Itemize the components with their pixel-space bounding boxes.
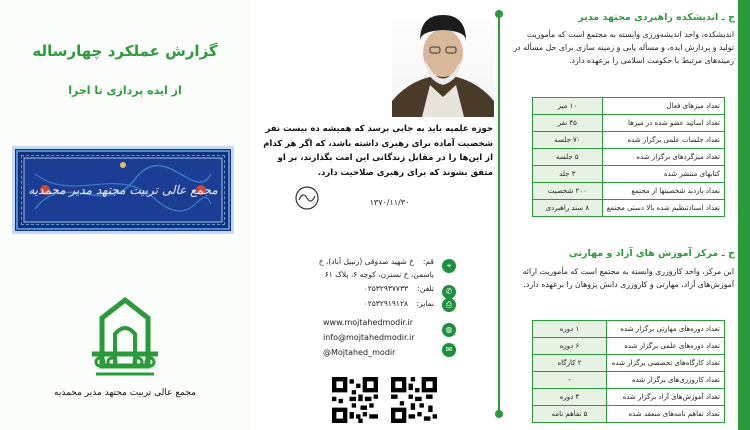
section-a-body: اندیشکده، واحد اندیشه‌ورزی وابسته به مجتمع است که مأموریت تولید و پردازش ایده، و مسأله یابی و زمینه سازی برای حل مسأله در زمینه‌های مرتبط با حکومت اسلامی را برعهده دارد. <box>513 30 734 65</box>
table-row <box>533 389 725 406</box>
row-value: ۱۰ میز <box>533 98 603 115</box>
row-value: ۴ دوره <box>533 389 607 406</box>
table-row <box>533 132 725 149</box>
row-value: ۲ کارگاه <box>533 355 607 372</box>
calligraphy-tile <box>12 146 234 234</box>
table-row <box>533 338 725 355</box>
edge-accent-bar <box>738 0 750 430</box>
section-a-table <box>532 97 725 217</box>
portrait-image <box>392 5 494 117</box>
qr-code-left-icon[interactable] <box>332 377 378 423</box>
table-row <box>533 355 725 372</box>
table-row <box>533 200 725 217</box>
report-subtitle: از ایده پردازی تا اجرا <box>68 84 182 97</box>
quote-date: ۱۳۷۰/۱۱/۳۰ <box>369 198 410 207</box>
row-value: ۸ سند راهبردی <box>533 200 603 217</box>
row-label: تعداد اساتید عضو شده در میزها <box>602 115 724 132</box>
row-label: کتابهای منتشر شده <box>602 166 724 183</box>
section-b-table <box>532 320 725 423</box>
section-a-heading: ج ـ اندیشکده راهبردی مجتهد مدیر <box>578 12 735 23</box>
table-row <box>533 321 725 338</box>
signature-icon <box>292 185 322 211</box>
row-value: ۲۰۰ شخصیت <box>533 183 603 200</box>
fax-icon: ⎙ <box>442 298 456 312</box>
social-handle[interactable]: @Mojtahed_modir <box>323 348 396 357</box>
row-label: تعداد میزگردهای برگزار شده <box>602 149 724 166</box>
row-label: تعداد کاروزری‌های برگزار شده <box>607 372 725 389</box>
tile-calligraphy: مجمع عالی تربیت مجتهد مدیر محمدیه <box>28 183 218 197</box>
address-line-1: خ شهید صدوقی (زنبیل آباد)، خ <box>318 257 414 266</box>
table-row <box>533 372 725 389</box>
table-row <box>533 166 725 183</box>
email-icon: ✉ <box>442 343 456 357</box>
phone-icon: ✆ <box>442 285 456 299</box>
row-value: ۵ تفاهم نامه <box>533 406 607 423</box>
column-divider <box>498 14 500 414</box>
table-row <box>533 98 725 115</box>
row-label: تعداد کارگاه‌های تخصصی برگزار شده <box>607 355 725 372</box>
tile-text-frame <box>21 155 225 225</box>
email-link[interactable]: info@mojtahedmodir.ir <box>323 333 415 342</box>
row-label: تعداد جلسات علمی برگزار شده <box>602 132 724 149</box>
leader-quote: حوزه علمیه باید به جایی برسد که همیشه ده بیست نفر شخصیت آماده برای رهبری داشته باشد، که اگر هر کدام از این‌ها را در مقابل زندگانی این امت بگذارند، بر او متفق بشوند که برای رهبری صلاحیت دارد. <box>263 124 493 178</box>
section-b-body: این مرکز، واحد کاروزری وابسته به مجتمع است که مأموریت ارائه آموزش‌های آزاد، مهارتی و کاروزری دانش پژوهان را برعهده دارد. <box>522 267 734 289</box>
portrait-figure <box>392 5 494 117</box>
institute-logo-icon <box>88 296 162 388</box>
section-b-heading: ح ـ مرکز آموزش های آزاد و مهارتی <box>568 248 735 259</box>
fax-number: ۰۲۵۳۲۹۱۹۱۲۸ <box>363 299 408 308</box>
row-label: تعداد دوره‌های علمی برگزار شده <box>607 338 725 355</box>
row-label: تعداد تفاهم نامه‌های منعقد شده <box>607 406 725 423</box>
row-value: ۵ جلسه <box>533 149 603 166</box>
contact-panel <box>250 0 500 430</box>
phone-label: تلفن: <box>417 284 434 293</box>
address-label: قم: <box>422 257 434 266</box>
report-title: گزارش عملکرد چهارساله <box>32 42 218 60</box>
location-icon: ⌖ <box>442 259 456 273</box>
qr-code-right-icon[interactable] <box>391 377 437 423</box>
row-label: تعداد بازدید شخصیتها از مجتمع <box>602 183 724 200</box>
row-label: تعداد اسنادتنظیم شده بالا دستی مجتمع <box>602 200 724 217</box>
phone-number: ۰۲۵۳۲۹۳۷۷۳۳ <box>363 284 408 293</box>
row-value: - <box>533 372 607 389</box>
row-value: ۶ دوره <box>533 338 607 355</box>
row-value: ۳ جلد <box>533 166 603 183</box>
logo-caption: مجمع عالی تربیت مجتهد مدیر محمدیه <box>54 388 196 398</box>
table-row <box>533 115 725 132</box>
row-label: تعداد آموزش‌های آزاد برگزار شده <box>607 389 725 406</box>
row-label: تعداد دوره‌های مهارتی برگزار شده <box>607 321 725 338</box>
table-row <box>533 149 725 166</box>
website-link[interactable]: www.mojtahedmodir.ir <box>323 318 414 327</box>
row-value: ۷۰ جلسه <box>533 132 603 149</box>
address-line-2: یاسمن، خ نسترن، کوچه ۶، پلاک ۶۱ <box>324 270 434 279</box>
row-value: ۴۵ نفر <box>533 115 603 132</box>
fax-label: نمابر: <box>416 299 434 308</box>
row-value: ۱ دوره <box>533 321 607 338</box>
row-label: تعداد میزهای فعال <box>602 98 724 115</box>
cover-panel <box>0 0 250 430</box>
table-row <box>533 183 725 200</box>
table-row <box>533 406 725 423</box>
globe-icon: ◍ <box>442 323 456 337</box>
